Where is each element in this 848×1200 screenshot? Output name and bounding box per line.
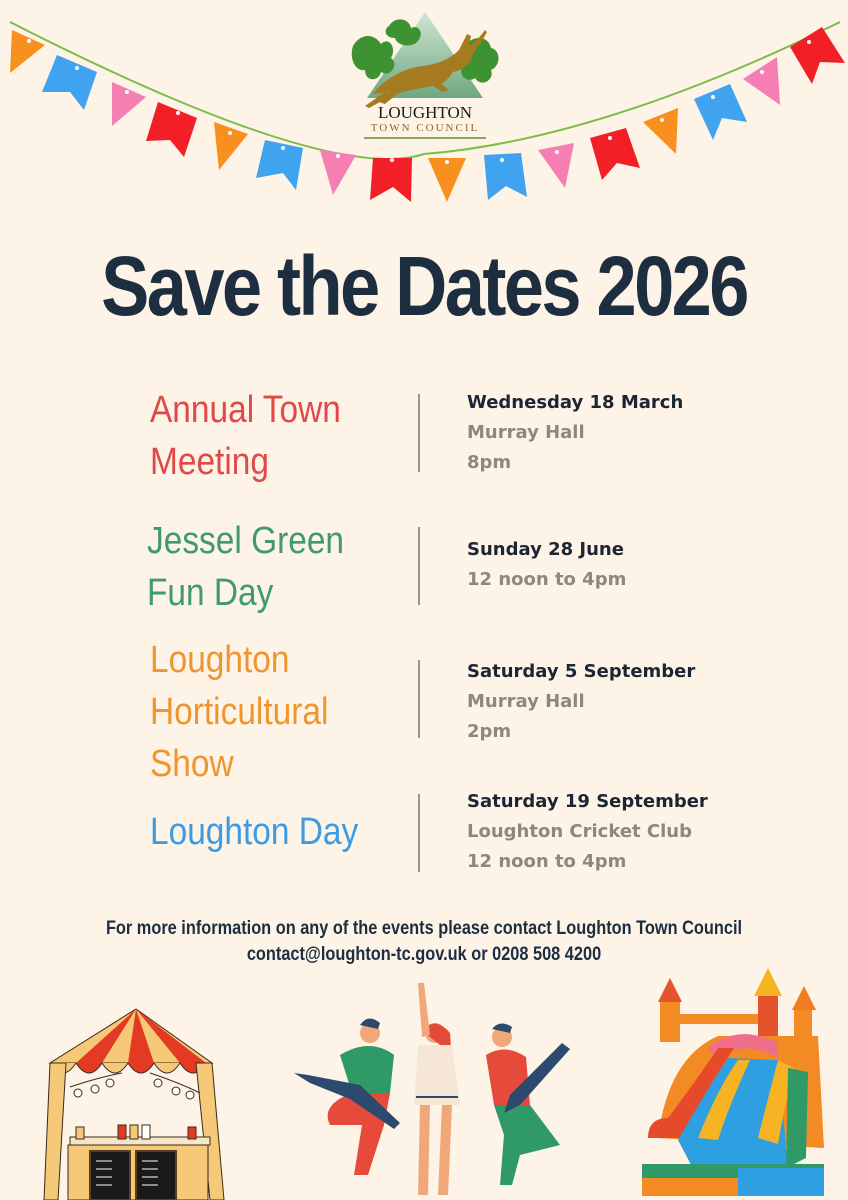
event-divider <box>418 660 420 738</box>
event-venue: Murray Hall <box>467 422 585 443</box>
event-time: 2pm <box>467 721 512 742</box>
event-date: Wednesday 18 March <box>467 392 684 413</box>
contact-info-line: For more information on any of the events please contact Loughton Town Council <box>105 918 743 939</box>
logo-subtitle: TOWN COUNCIL <box>370 122 480 134</box>
event-details <box>467 787 807 877</box>
event-time: 12 noon to 4pm <box>467 851 627 872</box>
event-date: Sunday 28 June <box>467 539 624 560</box>
event-divider <box>418 394 420 472</box>
event-divider <box>418 794 420 872</box>
event-date: Saturday 19 September <box>467 791 708 812</box>
bouncy-castle-slide-icon <box>638 968 828 1200</box>
logo-name: LOUGHTON <box>377 103 473 122</box>
event-venue: Murray Hall <box>467 691 585 712</box>
event-details <box>467 535 807 595</box>
event-venue: Loughton Cricket Club <box>467 821 692 842</box>
event-divider <box>418 527 420 605</box>
event-name: Annual Town Meeting <box>150 389 341 483</box>
event-time: 8pm <box>467 452 512 473</box>
event-details <box>467 388 807 478</box>
event-name: Loughton Horticultural Show <box>150 639 329 785</box>
page-title: Save the Dates 2026 <box>101 239 747 333</box>
event-date: Saturday 5 September <box>467 661 696 682</box>
contact-email-phone: contact@loughton-tc.gov.uk or 0208 508 4200 <box>246 944 602 965</box>
market-stall-icon <box>40 1005 230 1200</box>
event-details <box>467 657 807 747</box>
event-name: Loughton Day <box>150 811 359 853</box>
band-musicians-icon <box>290 975 580 1200</box>
logo-rule <box>364 137 486 139</box>
event-time: 12 noon to 4pm <box>467 569 627 590</box>
event-name: Jessel Green Fun Day <box>147 520 345 614</box>
